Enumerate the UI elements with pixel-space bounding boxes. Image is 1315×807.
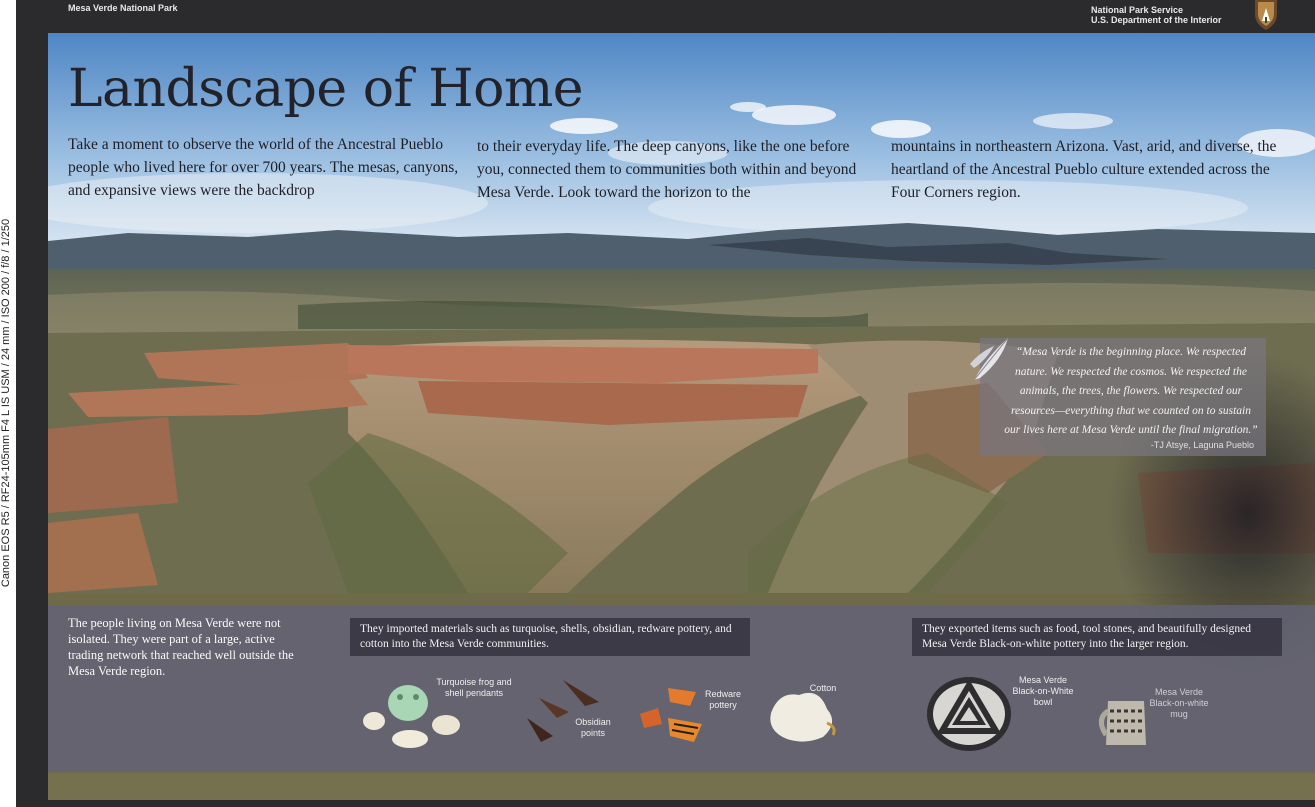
quote-box: [980, 338, 1266, 456]
black-on-white-bowl-image: [924, 675, 1014, 753]
agency-line-2: U.S. Department of the Interior: [1091, 15, 1222, 25]
mug-label: Mesa Verde Black-on-white mug: [1149, 687, 1209, 719]
cotton-label: Cotton: [809, 683, 837, 693]
turquoise-label: Turquoise frog and shell pendants: [436, 677, 512, 698]
quote-attribution: -TJ Atsye, Laguna Pueblo: [1150, 440, 1254, 450]
trade-band: [48, 605, 1315, 771]
quote-text: “Mesa Verde is the beginning place. We respected nature. We respected the cosmos. We respected the animals, the trees, the flowers. We respected our resources—everything that we counted on to sustain our lives here at Mesa Verde until the final migration.”: [1004, 346, 1258, 436]
redware-pottery-image: [638, 684, 708, 746]
black-on-white-mug-image: [1094, 695, 1154, 751]
park-name: Mesa Verde National Park: [68, 3, 178, 13]
intro-paragraph-3: mountains in northeastern Arizona. Vast, arid, and diverse, the heartland of the Ancestral Pueblo culture extended across the Four Corners region.: [891, 138, 1277, 201]
obsidian-label: Obsidian points: [575, 717, 611, 738]
sign-frame: [16, 0, 1315, 807]
intro-paragraph-2: to their everyday life. The deep canyons, like the one before you, connected them to communities both within and beyond Mesa Verde. Look toward the horizon to the: [477, 138, 857, 201]
sign-panel: [48, 33, 1315, 800]
exported-caption: They exported items such as food, tool stones, and beautifully designed Mesa Verde Black-on-white pottery into the larger region.: [912, 618, 1282, 656]
agency-line-1: National Park Service: [1091, 5, 1184, 15]
arrowhead-emblem-icon: [1253, 0, 1279, 30]
photo-info-strip: [0, 0, 16, 807]
imported-caption: They imported materials such as turquoise, shells, obsidian, redware pottery, and cotton into the Mesa Verde communities.: [350, 618, 750, 656]
page-title: Landscape of Home: [68, 59, 584, 119]
camera-exif-text: Canon EOS R5 / RF24-105mm F4 L IS USM / 24 mm / ISO 200 / f/8 / 1/250: [0, 218, 12, 588]
trade-intro-text: The people living on Mesa Verde were not isolated. They were part of a large, active trading network that reached well outside the Mesa Verde region.: [68, 616, 294, 678]
bowl-label: Mesa Verde Black-on-White bowl: [1012, 675, 1074, 707]
redware-label: Redware pottery: [704, 689, 742, 710]
agency-name: [1091, 5, 1222, 25]
intro-paragraph-1: Take a moment to observe the world of the Ancestral Pueblo people who lived here for over 700 years. The mesas, canyons, and expansive views were the backdrop: [68, 136, 459, 199]
